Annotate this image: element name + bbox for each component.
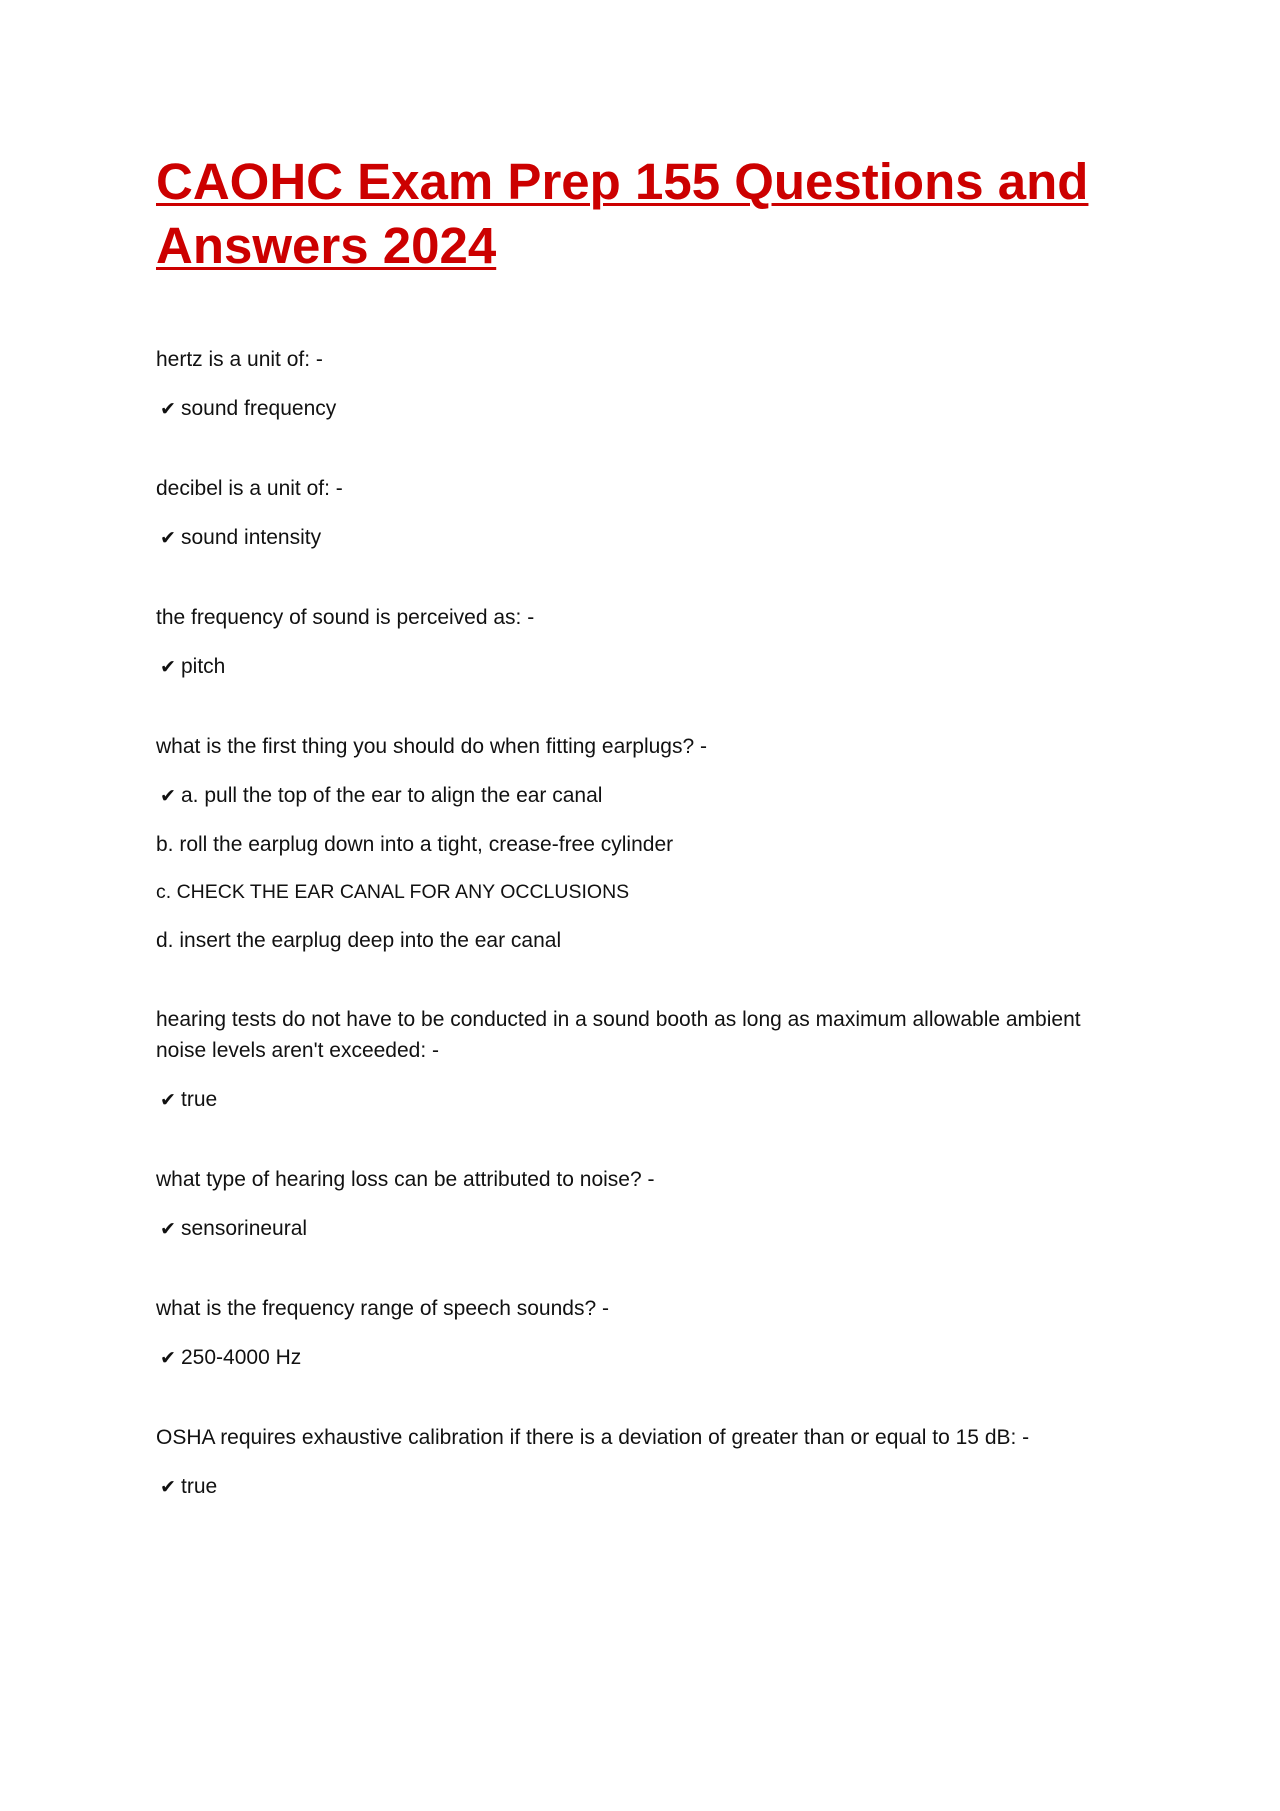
question-text: what is the first thing you should do when fitting earplugs? - bbox=[156, 735, 707, 758]
check-icon: ✔ bbox=[160, 1219, 176, 1240]
check-icon: ✔ bbox=[160, 1477, 176, 1498]
question-text: decibel is a unit of: - bbox=[156, 477, 343, 500]
answer-text: a. pull the top of the ear to align the ear canal bbox=[181, 784, 603, 807]
check-icon: ✔ bbox=[160, 1348, 176, 1369]
answer-text: true bbox=[181, 1475, 218, 1498]
question-text: what type of hearing loss can be attributed to noise? - bbox=[156, 1168, 655, 1191]
check-icon: ✔ bbox=[160, 399, 176, 420]
qa-item bbox=[156, 731, 1136, 956]
answer-text: true bbox=[181, 1088, 218, 1111]
answer-option bbox=[156, 1213, 1136, 1245]
answer-text: pitch bbox=[181, 655, 226, 678]
document-page bbox=[156, 150, 1136, 1551]
qa-list bbox=[156, 344, 1136, 1503]
answer-option bbox=[156, 780, 1136, 812]
qa-item bbox=[156, 1004, 1136, 1116]
answer-option bbox=[156, 393, 1136, 425]
answer-option bbox=[156, 1084, 1136, 1116]
answer-option-d: d. insert the earplug deep into the ear canal bbox=[156, 929, 562, 952]
question-text: what is the frequency range of speech sounds? - bbox=[156, 1297, 609, 1320]
qa-item bbox=[156, 473, 1136, 554]
qa-item bbox=[156, 1164, 1136, 1245]
qa-item bbox=[156, 1293, 1136, 1374]
answer-option-c: c. CHECK THE EAR CANAL FOR ANY OCCLUSIONS bbox=[156, 881, 630, 903]
qa-item bbox=[156, 602, 1136, 683]
answer-text: sound intensity bbox=[181, 526, 322, 549]
check-icon: ✔ bbox=[160, 657, 176, 678]
answer-option bbox=[156, 1342, 1136, 1374]
check-icon: ✔ bbox=[160, 786, 176, 807]
question-text: hearing tests do not have to be conducted in a sound booth as long as maximum allowable ambient noise levels aren't exceeded: - bbox=[156, 1008, 1081, 1062]
check-icon: ✔ bbox=[160, 1090, 176, 1111]
question-text: OSHA requires exhaustive calibration if there is a deviation of greater than or equal to 15 dB: - bbox=[156, 1426, 1030, 1449]
answer-option bbox=[156, 522, 1136, 554]
question-text: hertz is a unit of: - bbox=[156, 348, 323, 371]
qa-item bbox=[156, 344, 1136, 425]
answer-text: 250-4000 Hz bbox=[181, 1346, 302, 1369]
check-icon: ✔ bbox=[160, 528, 176, 549]
answer-text: sound frequency bbox=[181, 397, 337, 420]
qa-item bbox=[156, 1422, 1136, 1503]
answer-text: sensorineural bbox=[181, 1217, 308, 1240]
document-title: CAOHC Exam Prep 155 Questions and Answers 2024 bbox=[156, 153, 1089, 274]
question-text: the frequency of sound is perceived as: - bbox=[156, 606, 535, 629]
answer-option-b: b. roll the earplug down into a tight, crease-free cylinder bbox=[156, 833, 674, 856]
answer-option bbox=[156, 651, 1136, 683]
answer-option bbox=[156, 1471, 1136, 1503]
